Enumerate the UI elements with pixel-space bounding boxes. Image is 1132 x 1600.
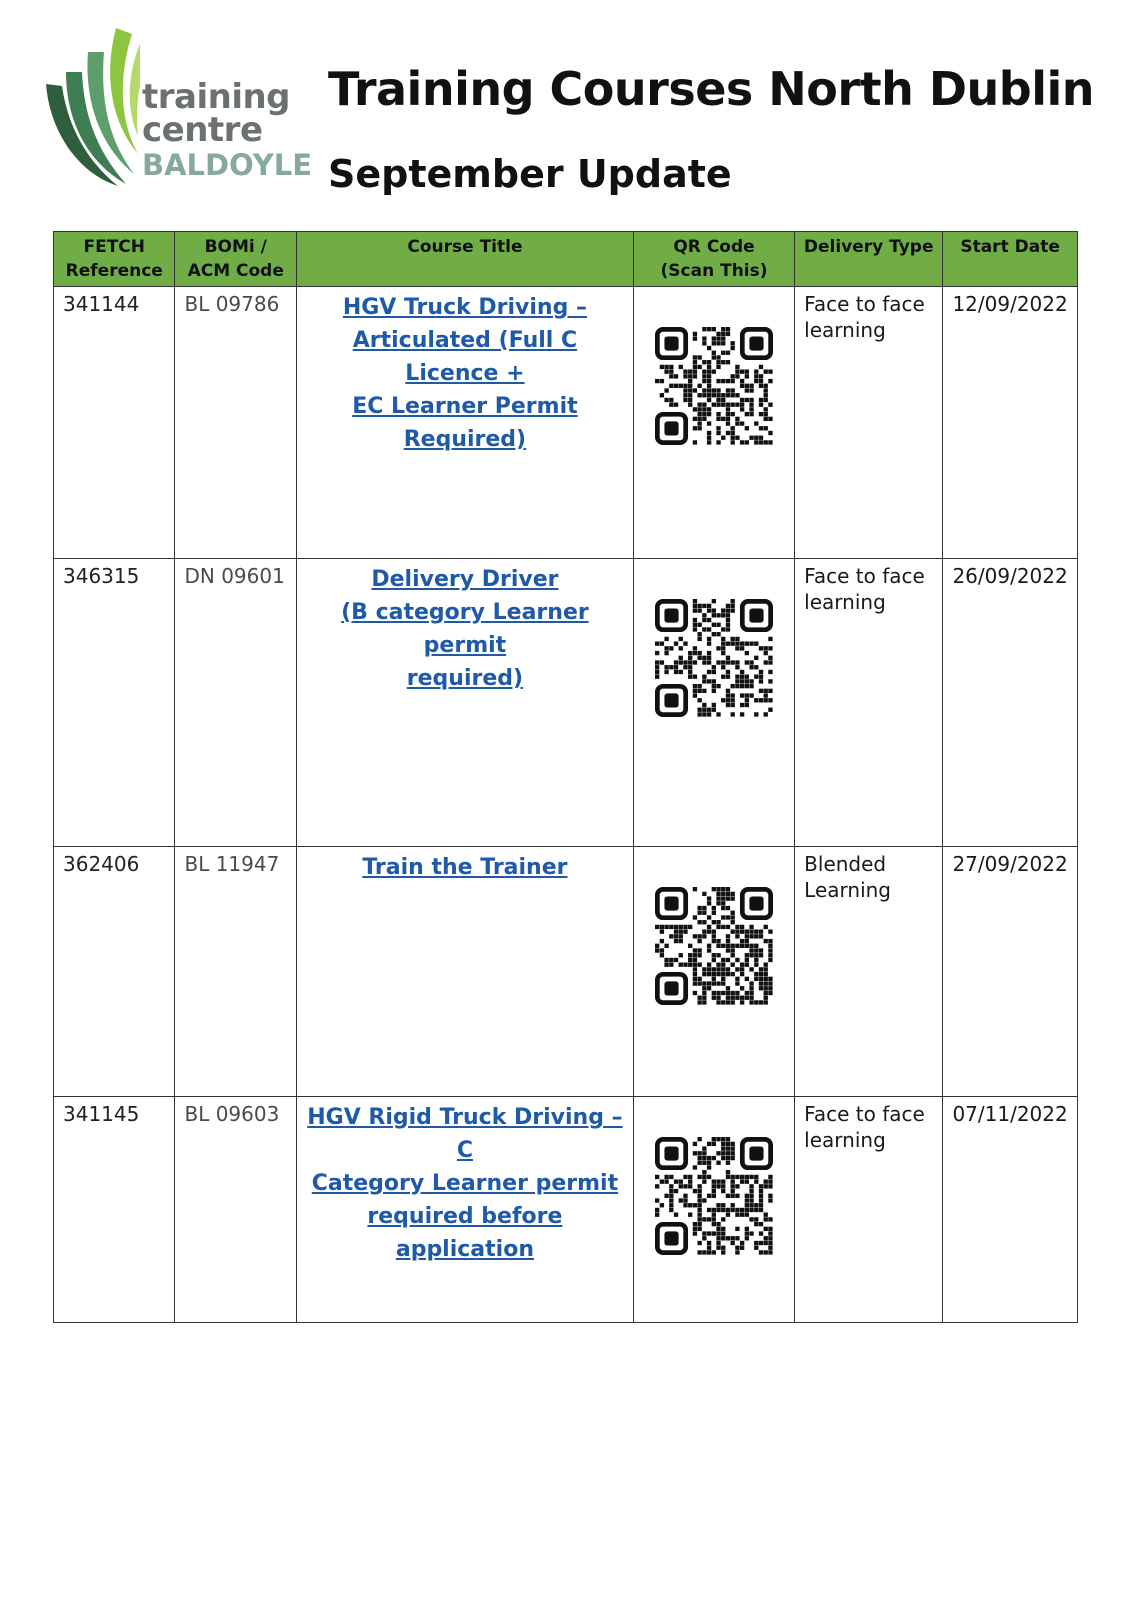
logo-swoosh-icon	[40, 24, 140, 199]
qr-code-icon[interactable]	[655, 1137, 773, 1255]
column-header-bomi-acm-code: BOMi / ACM Code	[175, 232, 296, 287]
course-link-delivery-driver[interactable]: Delivery Driver (B category Learner permit required)	[341, 567, 589, 691]
column-header-qr-code: QR Code (Scan This)	[633, 232, 794, 287]
acm-code: BL 09603	[175, 1097, 296, 1323]
course-link-train-the-trainer[interactable]: Train the Trainer	[362, 855, 568, 880]
course-title-cell	[296, 847, 633, 1097]
table-row	[54, 559, 1078, 847]
page-title: Training Courses North Dublin	[328, 62, 1094, 116]
start-date: 07/11/2022	[943, 1097, 1078, 1323]
table-header-row	[54, 232, 1078, 287]
fetch-reference: 362406	[54, 847, 175, 1097]
courses-table	[53, 231, 1078, 1323]
logo-line-centre: centre	[142, 110, 263, 150]
fetch-reference: 341144	[54, 287, 175, 559]
column-header-course-title: Course Title	[296, 232, 633, 287]
acm-code: BL 09786	[175, 287, 296, 559]
delivery-type: Blended Learning	[795, 847, 943, 1097]
logo-line-training: training	[142, 77, 291, 117]
course-title-cell	[296, 559, 633, 847]
page-subtitle: September Update	[328, 152, 732, 196]
qr-code-cell	[633, 847, 794, 1097]
delivery-type: Face to face learning	[795, 1097, 943, 1323]
column-header-start-date: Start Date	[943, 232, 1078, 287]
delivery-type: Face to face learning	[795, 559, 943, 847]
delivery-type: Face to face learning	[795, 287, 943, 559]
training-centre-logo	[40, 24, 313, 199]
course-link-hgv-rigid[interactable]: HGV Rigid Truck Driving – C Category Learner permit required before application	[307, 1105, 623, 1262]
course-title-cell	[296, 287, 633, 559]
logo-wordmark	[142, 77, 313, 182]
start-date: 26/09/2022	[943, 559, 1078, 847]
qr-code-icon[interactable]	[655, 599, 773, 717]
start-date: 12/09/2022	[943, 287, 1078, 559]
qr-code-cell	[633, 1097, 794, 1323]
course-title-cell	[296, 1097, 633, 1323]
acm-code: DN 09601	[175, 559, 296, 847]
course-link-hgv-articulated[interactable]: HGV Truck Driving – Articulated (Full C Licence + EC Learner Permit Required)	[342, 295, 588, 452]
qr-code-icon[interactable]	[655, 887, 773, 1005]
start-date: 27/09/2022	[943, 847, 1078, 1097]
logo-line-baldoyle: BALDOYLE	[142, 148, 313, 182]
fetch-reference: 341145	[54, 1097, 175, 1323]
table-row	[54, 1097, 1078, 1323]
qr-code-cell	[633, 559, 794, 847]
table-row	[54, 287, 1078, 559]
fetch-reference: 346315	[54, 559, 175, 847]
table-row	[54, 847, 1078, 1097]
column-header-fetch-reference: FETCH Reference	[54, 232, 175, 287]
column-header-delivery-type: Delivery Type	[795, 232, 943, 287]
qr-code-cell	[633, 287, 794, 559]
qr-code-icon[interactable]	[655, 327, 773, 445]
acm-code: BL 11947	[175, 847, 296, 1097]
